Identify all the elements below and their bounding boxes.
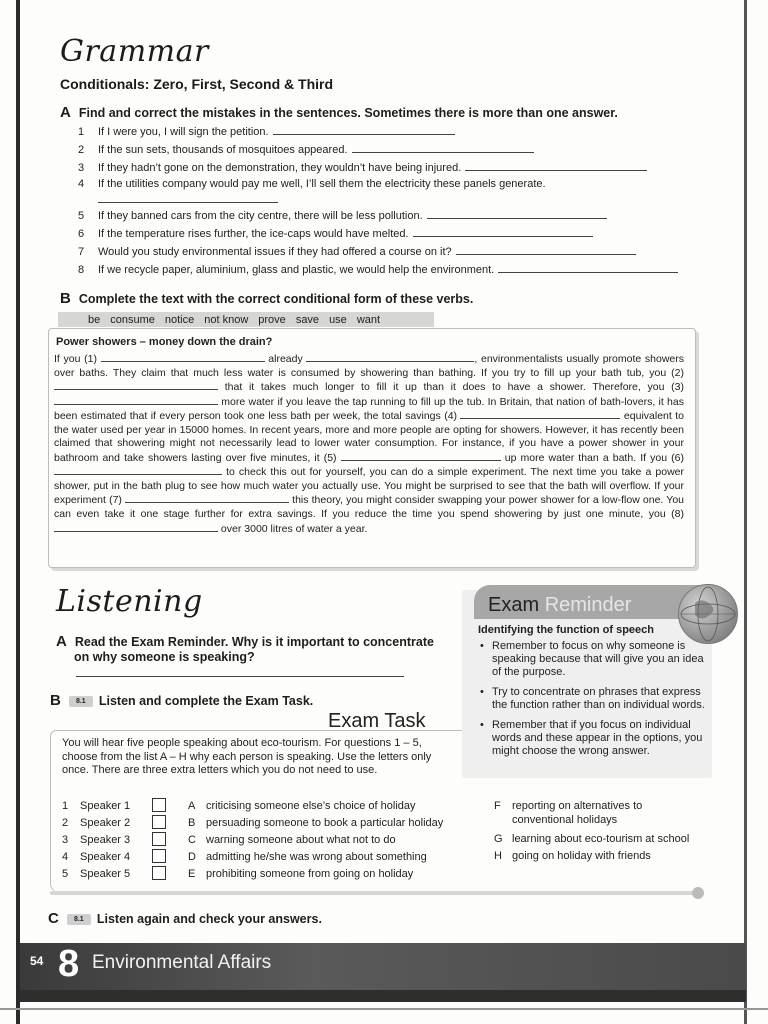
answer-blank[interactable] <box>498 262 678 273</box>
audio-track-badge[interactable]: 8.1 <box>67 914 91 925</box>
answer-box[interactable] <box>152 849 166 863</box>
verb-item: prove <box>258 313 286 326</box>
option-item <box>188 800 416 812</box>
gap-3[interactable] <box>54 395 218 405</box>
speaker-row <box>62 817 172 829</box>
reminder-bullet: • Remember to focus on why someone is speaking because that will give you an idea of the purpose. <box>478 640 710 679</box>
verb-item: save <box>295 313 320 326</box>
speaker-row <box>62 868 172 880</box>
passage-segment: up more water than a bath. If you (6) <box>500 451 684 464</box>
item-number: 2 <box>78 144 85 156</box>
option-item <box>188 817 443 829</box>
item-number: 1 <box>78 126 85 138</box>
reading-passage <box>54 352 684 536</box>
option-letter: E <box>188 868 196 880</box>
item-number: 7 <box>78 246 85 258</box>
option-item <box>188 851 427 863</box>
answer-blank[interactable] <box>465 160 647 171</box>
option-text: criticising someone else’s choice of holiday <box>206 800 416 812</box>
task-letter: C <box>48 910 59 927</box>
item-number: 1 <box>62 800 69 812</box>
answer-line[interactable] <box>76 676 404 677</box>
instruction-text: Find and correct the mistakes in the sentences. Sometimes there is more than one answer. <box>78 106 618 120</box>
answer-blank-4[interactable] <box>98 202 278 203</box>
passage-segment: this theory, you might consider swapping your power shower for a low-flow one. You can even take it one stage further for extra savings. If you reduce the time you spend showering by just one minute, you (8) <box>54 494 684 521</box>
passage-segment: that it takes much longer to fill it up than it does to have a shower. Therefore, you (3) <box>218 381 684 394</box>
listening-task-a-instruction <box>56 634 434 665</box>
verb-list <box>58 312 434 327</box>
item-number: 5 <box>62 868 69 880</box>
option-letter: F <box>494 800 501 812</box>
verb-item: want <box>356 313 381 326</box>
answer-box[interactable] <box>152 815 166 829</box>
speaker-label: Speaker 1 <box>80 800 131 812</box>
list-item <box>78 160 738 174</box>
option-text: prohibiting someone from going on holiday <box>206 868 414 880</box>
listening-heading: Listening <box>56 584 203 619</box>
item-number: 4 <box>62 851 69 863</box>
sentence-text: If we recycle paper, aluminium, glass and plastic, we would help the environment. <box>98 264 495 276</box>
answer-blank[interactable] <box>352 142 534 153</box>
task-letter: A <box>56 633 67 650</box>
sentence-text: Would you study environmental issues if they had offered a course on it? <box>98 246 452 258</box>
option-text: going on holiday with friends <box>512 850 651 862</box>
option-letter: G <box>494 833 503 845</box>
speaker-row <box>62 800 172 812</box>
speaker-row <box>62 834 172 846</box>
gap-7[interactable] <box>125 493 289 503</box>
exam-reminder-heading: Identifying the function of speech <box>478 624 654 636</box>
verb-item: use <box>329 313 347 326</box>
item-number: 8 <box>78 264 85 276</box>
speaker-label: Speaker 5 <box>80 868 131 880</box>
task-letter: A <box>60 104 71 121</box>
speaker-label: Speaker 3 <box>80 834 131 846</box>
option-item <box>188 834 396 846</box>
option-text: persuading someone to book a particular holiday <box>206 817 444 829</box>
page-bottom-edge <box>0 1008 768 1010</box>
instruction-text: Complete the text with the correct conditional form of these verbs. <box>78 292 474 306</box>
reading-title: Power showers – money down the drain? <box>56 336 273 348</box>
answer-box[interactable] <box>152 866 166 880</box>
option-item <box>188 868 413 880</box>
option-text: warning someone about what not to do <box>206 834 396 846</box>
task-letter: B <box>50 692 61 709</box>
item-number: 4 <box>78 178 85 190</box>
item-number: 6 <box>78 228 85 240</box>
answer-blank[interactable] <box>413 226 593 237</box>
sentence-text: If the sun sets, thousands of mosquitoes appeared. <box>98 144 348 156</box>
list-item <box>78 262 738 276</box>
option-letter: H <box>494 850 502 862</box>
reminder-bullet: • Remember that if you focus on individual words and these appear in the options, you might choose the wrong answer. <box>478 719 710 758</box>
list-item <box>78 142 738 156</box>
gap-1b[interactable] <box>306 352 474 362</box>
list-item <box>78 124 738 138</box>
passage-segment: to check this out for yourself, you can do a simple experiment. The next time you take a power shower, put in the bath plug to see how much water you actually use. You might be surprised to see that the bath will overflow. If your experiment (7) <box>54 466 684 507</box>
option-letter: C <box>188 834 196 846</box>
reminder-bullet: • Try to concentrate on phrases that express the function rather than on individual words. <box>478 686 710 712</box>
verb-item: consume <box>110 313 155 326</box>
task-box-knob <box>692 887 704 899</box>
passage-segment: , environmentalists usually promote showers over baths. They claim that much less water is consumed by showering than bathing. If you try to fill up your bath tub, you (2) <box>54 353 684 379</box>
list-item <box>78 178 738 190</box>
option-item <box>494 800 702 827</box>
speaker-label: Speaker 2 <box>80 817 131 829</box>
answer-blank[interactable] <box>273 124 455 135</box>
exam-task-title: Exam Task <box>328 710 426 732</box>
grammar-heading: Grammar <box>60 34 209 69</box>
instruction-text: on why someone is speaking? <box>74 650 255 664</box>
option-letter: B <box>188 817 196 829</box>
listening-task-c-instruction <box>48 910 322 927</box>
list-item <box>78 208 738 222</box>
gap-2[interactable] <box>54 380 218 390</box>
exam-task-intro: You will hear five people speaking about eco-tourism. For questions 1 – 5, choose from the list A – H why each person is speaking. Use the letters only once. There are three extra letters which you do not need to use. <box>62 737 432 776</box>
verb-item: notice <box>164 313 195 326</box>
page-number: 54 <box>30 954 44 968</box>
speaker-label: Speaker 4 <box>80 851 131 863</box>
answer-blank[interactable] <box>456 244 636 255</box>
passage-segment: over 3000 litres of water a year. <box>218 522 368 535</box>
audio-track-badge[interactable]: 8.1 <box>69 696 93 707</box>
item-number: 5 <box>78 210 85 222</box>
sentence-text: If the utilities company would pay me well, I’ll sell them the electricity these panels generate. <box>98 178 546 190</box>
verb-item: not know <box>204 313 249 326</box>
instruction-text: Read the Exam Reminder. Why is it important to concentrate <box>74 635 434 649</box>
answer-blank[interactable] <box>427 208 607 219</box>
item-number: 3 <box>78 162 85 174</box>
option-text: reporting on alternatives to conventional holidays <box>512 800 643 826</box>
instruction-text: Listen again and check your answers. <box>96 912 322 926</box>
page-binding-edge <box>16 0 20 1024</box>
grammar-task-a-instruction <box>60 104 618 121</box>
task-letter: B <box>60 290 71 307</box>
footer-stripe <box>20 990 746 1002</box>
speaker-row <box>62 851 172 863</box>
list-item <box>78 226 738 240</box>
gap-8[interactable] <box>54 522 218 532</box>
option-letter: A <box>188 800 196 812</box>
sentence-text: If they hadn’t gone on the demonstration, they wouldn’t have being injured. <box>98 162 462 174</box>
instruction-text: Listen and complete the Exam Task. <box>98 694 314 708</box>
listening-task-b-instruction <box>50 692 313 709</box>
passage-segment: equivalent to the water used per year in 15000 homes. In recent years, more and more people are opting for showers. However, it has recently been claimed that showering might not necessarily lead to lower water consumption. For instance, if you have a power shower in your bathroom and take showers lasting over five minutes, it (5) <box>54 410 684 464</box>
sentence-text: If they banned cars from the city centre, there will be less pollution. <box>98 210 423 222</box>
exam-reminder-title <box>488 594 631 617</box>
passage-segment: already <box>264 353 307 365</box>
verb-item: be <box>88 313 101 326</box>
answer-box[interactable] <box>152 832 166 846</box>
grammar-task-b-instruction <box>60 290 473 307</box>
globe-icon <box>678 584 738 644</box>
gap-4[interactable] <box>460 409 620 419</box>
option-text: learning about eco-tourism at school <box>512 833 690 845</box>
list-item <box>78 244 738 258</box>
answer-box[interactable] <box>152 798 166 812</box>
gap-1[interactable] <box>101 352 265 362</box>
gap-5[interactable] <box>341 451 501 461</box>
sentence-text: If I were you, I will sign the petition. <box>98 126 269 138</box>
option-item <box>494 850 651 862</box>
gap-6[interactable] <box>54 465 222 475</box>
page-right-edge <box>744 0 747 1024</box>
title-light: Reminder <box>544 594 632 616</box>
item-number: 3 <box>62 834 69 846</box>
passage-segment: more water if you leave the tap running to fill up the tub. In Britain, that nation of bath-lovers, it has been estimated that if every person took one less bath per week, the total savings (4) <box>54 395 684 423</box>
title-dark: Exam <box>488 594 540 616</box>
option-letter: D <box>188 851 196 863</box>
exam-reminder-list <box>478 640 710 765</box>
task-box-divider <box>50 891 698 895</box>
option-item <box>494 833 689 845</box>
unit-number: 8 <box>58 943 80 985</box>
unit-title: Environmental Affairs <box>92 952 272 973</box>
passage-segment: If you (1) <box>54 353 101 365</box>
item-number: 2 <box>62 817 69 829</box>
grammar-subtitle: Conditionals: Zero, First, Second & Third <box>60 76 334 92</box>
option-text: admitting he/she was wrong about something <box>206 851 427 863</box>
sentence-text: If the temperature rises further, the ice-caps would have melted. <box>98 228 409 240</box>
